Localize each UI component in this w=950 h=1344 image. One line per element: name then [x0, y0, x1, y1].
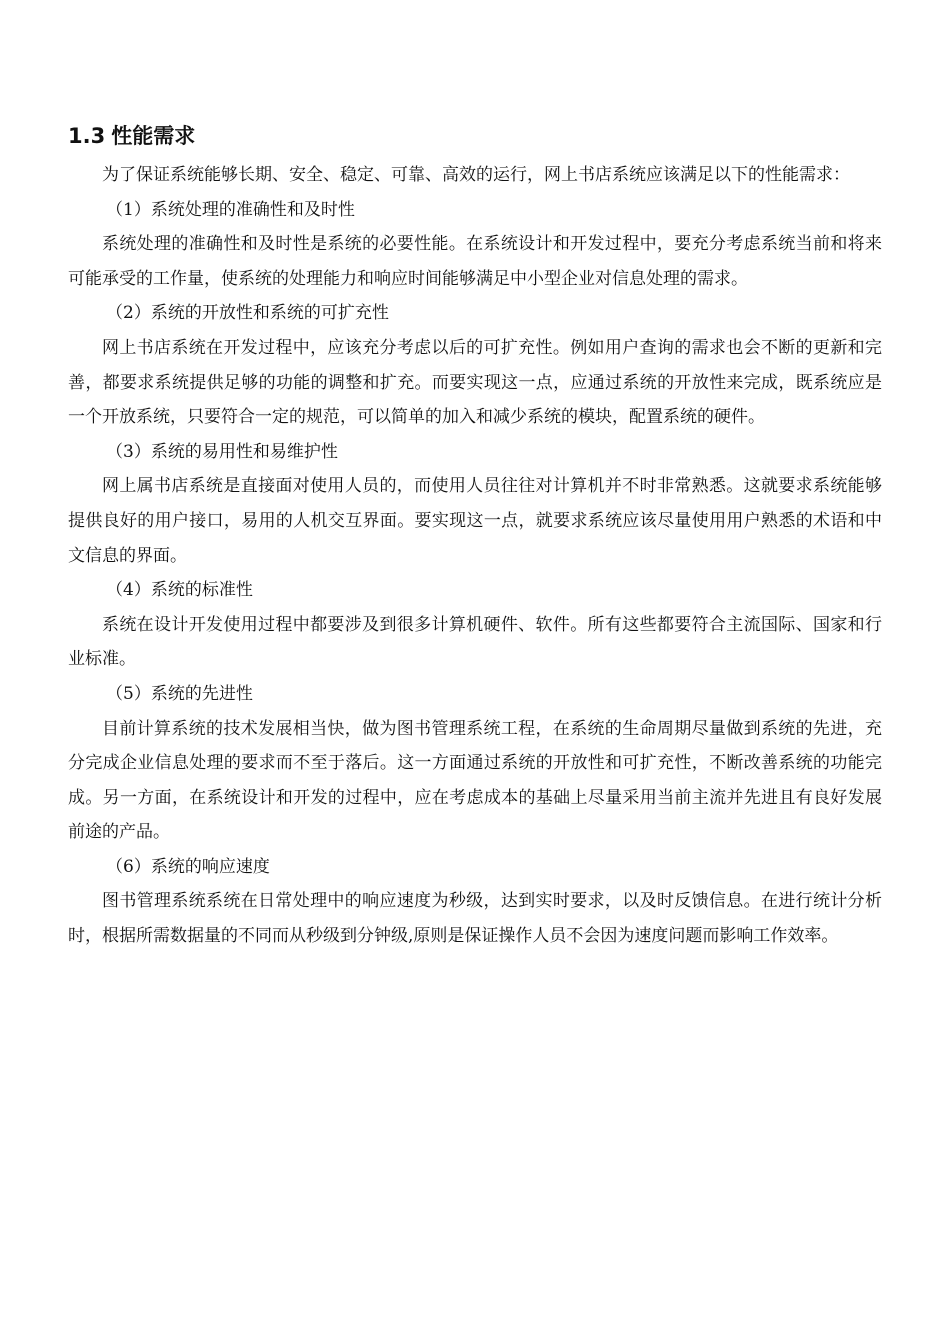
- item-4-paragraph: 系统在设计开发使用过程中都要涉及到很多计算机硬件、软件。所有这些都要符合主流国际、国家和行业标准。: [68, 614, 882, 670]
- item-3-paragraph: 网上属书店系统是直接面对使用人员的，而使用人员往往对计算机并不时非常熟悉。这就要求系统能够提供良好的用户接口，易用的人机交互界面。要实现这一点，就要求系统应该尽量使用用户熟悉的术语和中文信息的界面。: [68, 476, 882, 566]
- document-body: [68, 158, 882, 954]
- item-6-heading: （6）系统的响应速度: [106, 856, 270, 877]
- section-heading: [68, 120, 195, 152]
- section-title: 性能需求: [111, 124, 196, 148]
- intro-paragraph: 为了保证系统能够长期、安全、稳定、可靠、高效的运行，网上书店系统应该满足以下的性能需求：: [102, 165, 850, 185]
- item-5-paragraph: 目前计算系统的技术发展相当快，做为图书管理系统工程，在系统的生命周期尽量做到系统的先进，充分完成企业信息处理的要求而不至于落后。这一方面通过系统的开放性和可扩充性，不断改善系统的功能完成。另一方面，在系统设计和开发的过程中，应在考虑成本的基础上尽量采用当前主流并先进且有良好发展前途的产品。: [68, 718, 882, 843]
- item-6-paragraph: 图书管理系统系统在日常处理中的响应速度为秒级，达到实时要求，以及时反馈信息。在进行统计分析时，根据所需数据量的不同而从秒级到分钟级,原则是保证操作人员不会因为速度问题而影响工作效率。: [68, 891, 882, 947]
- item-2-heading: （2）系统的开放性和系统的可扩充性: [106, 303, 389, 324]
- item-1-paragraph: 系统处理的准确性和及时性是系统的必要性能。在系统设计和开发过程中，要充分考虑系统当前和将来可能承受的工作量，使系统的处理能力和响应时间能够满足中小型企业对信息处理的需求。: [68, 234, 882, 289]
- item-5-heading: （5）系统的先进性: [106, 683, 253, 704]
- section-number: 1.3: [68, 124, 106, 148]
- item-3-heading: （3）系统的易用性和易维护性: [106, 441, 338, 462]
- item-4-heading: （4）系统的标准性: [106, 580, 253, 601]
- item-2-paragraph: 网上书店系统在开发过程中，应该充分考虑以后的可扩充性。例如用户查询的需求也会不断的更新和完善，都要求系统提供足够的功能的调整和扩充。而要实现这一点，应通过系统的开放性来完成，既系统应是一个开放系统，只要符合一定的规范，可以简单的加入和减少系统的模块，配置系统的硬件。: [68, 337, 882, 428]
- item-1-heading: （1）系统处理的准确性和及时性: [106, 199, 355, 220]
